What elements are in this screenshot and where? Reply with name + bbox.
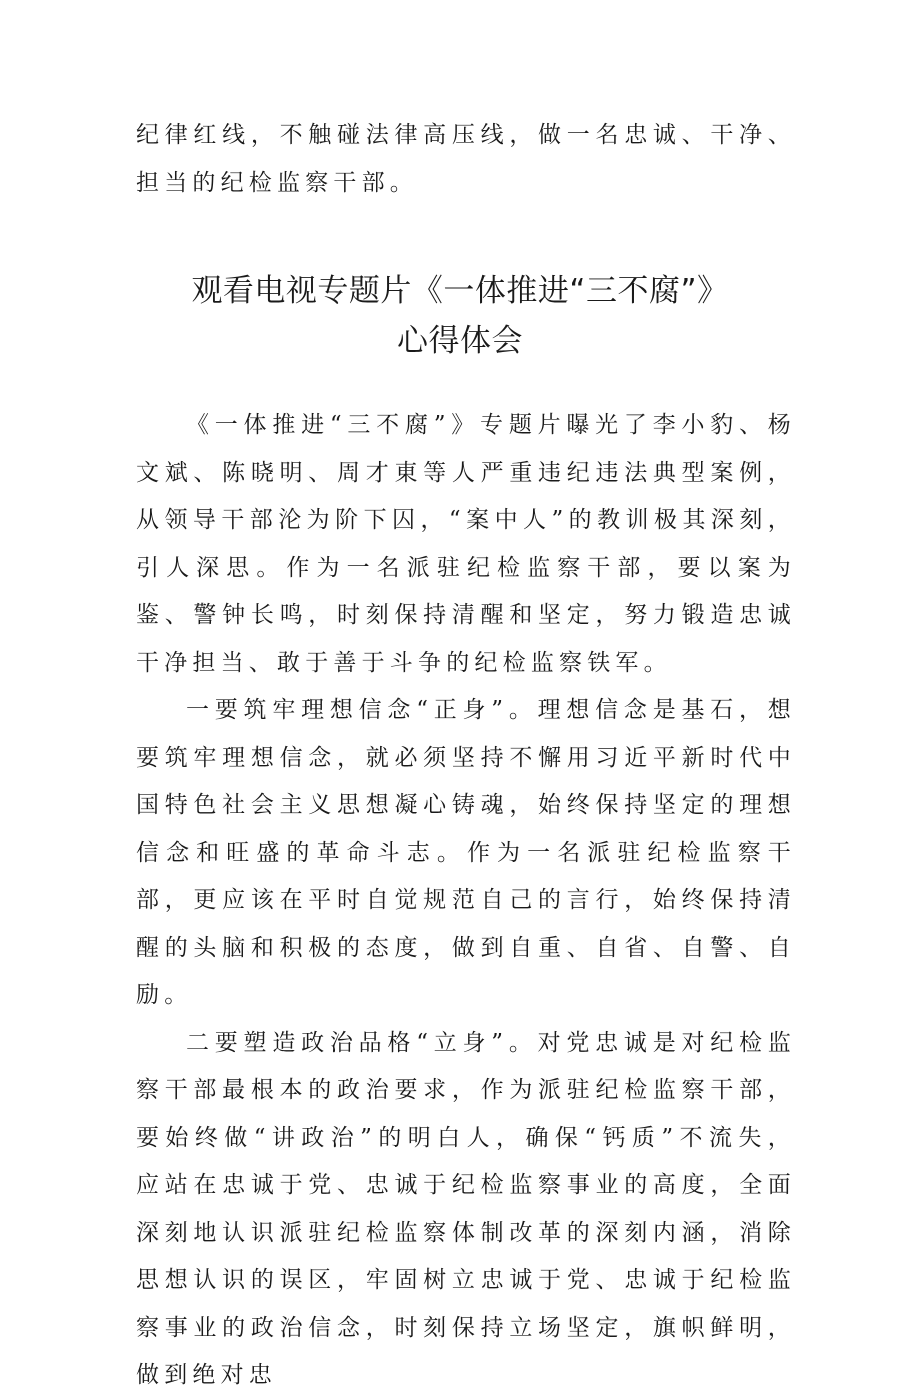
document-title — [120, 266, 800, 366]
title-line-2: 心得体会 — [397, 323, 523, 359]
title-line-1: 观看电视专题片《一体推进“三不腐”》 — [191, 273, 729, 309]
continued-paragraph: 纪律红线，不触碰法律高压线，做一名忠诚、干净、担当的纪检监察干部。 — [136, 122, 796, 196]
paragraph-point-2: 二要塑造政治品格“立身”。对党忠诚是对纪检监察干部最根本的政治要求，作为派驻纪检监察干部，要始终做“讲政治”的明白人，确保“钙质”不流失，应站在忠诚于党、忠诚于纪检监察事业的高度，全面深刻地认识派驻纪检监察体制改革的深刻内涵，消除思想认识的误区，牢固树立忠诚于党、忠诚于纪检监察事业的政治信念，时刻保持立场坚定，旗帜鲜明，做到绝对忠 — [136, 1029, 796, 1388]
article-body — [136, 402, 796, 1400]
paragraph-point-1: 一要筑牢理想信念“正身”。理想信念是基石，想要筑牢理想信念，就必须坚持不懈用习近平新时代中国特色社会主义思想凝心铸魂，始终保持坚定的理想信念和旺盛的革命斗志。作为一名派驻纪检监察干部，更应该在平时自觉规范自己的言行，始终保持清醒的头脑和积极的态度，做到自重、自省、自警、自励。 — [136, 697, 796, 1008]
paragraph-intro: 《一体推进“三不腐”》专题片曝光了李小豹、杨文斌、陈晓明、周才東等人严重违纪违法典型案例，从领导干部沦为阶下囚，“案中人”的教训极其深刻，引人深思。作为一名派驻纪检监察干部，要以案为鉴、警钟长鸣，时刻保持清醒和坚定，努力锻造忠诚干净担当、敢于善于斗争的纪检监察铁军。 — [136, 412, 796, 676]
